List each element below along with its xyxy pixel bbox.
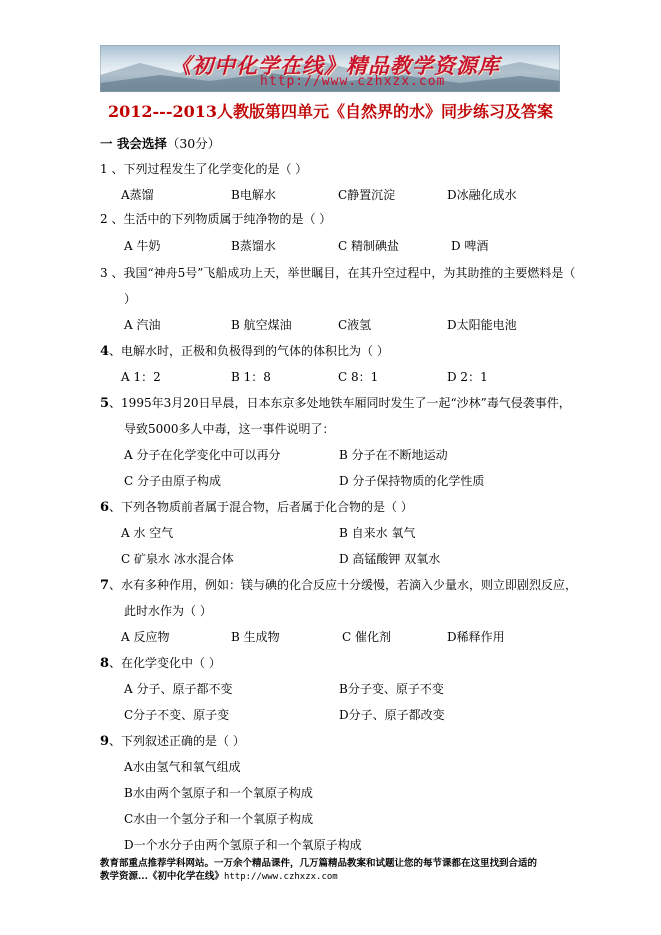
option-a: A水由氢气和氧气组成 (124, 760, 241, 774)
question-4 (100, 342, 389, 359)
option-d: D分子、原子都改变 (339, 708, 445, 722)
option-c: C 分子由原子构成 (124, 474, 221, 488)
question-5-continued: 导致5000多人中毒，这一事件说明了： (124, 422, 335, 436)
question-number: 9 (100, 734, 110, 749)
document-title: 2012---2013人教版第四单元《自然界的水》同步练习及答案 (108, 102, 553, 121)
question-2: 2 、生活中的下列物质属于纯净物的是（ ） (100, 212, 332, 226)
option-a: A 水 空气 (121, 526, 174, 540)
option-d: D太阳能电池 (447, 318, 517, 332)
section-label: 一 我会选择 (100, 136, 167, 151)
option-d: D 啤酒 (451, 239, 489, 253)
option-c: C 催化剂 (342, 630, 391, 644)
question-8 (100, 654, 221, 671)
option-b: B 分子在不断地运动 (339, 448, 448, 462)
option-a: A 反应物 (121, 630, 170, 644)
option-b: B分子变、原子不变 (339, 682, 444, 696)
option-d: D冰融化成水 (447, 188, 517, 202)
option-b: B 自来水 氧气 (339, 526, 416, 540)
option-c: C静置沉淀 (338, 188, 396, 202)
option-c: C液氢 (338, 318, 372, 332)
option-b: B水由两个氢原子和一个氧原子构成 (124, 786, 313, 800)
option-c: C 8：1 (338, 370, 379, 384)
option-c: C 矿泉水 冰水混合体 (121, 552, 234, 566)
option-d: D稀释作用 (447, 630, 505, 644)
option-d: D一个水分子由两个氢原子和一个氧原子构成 (124, 838, 362, 852)
question-3-continued: ） (124, 292, 137, 306)
page-footer (100, 857, 570, 884)
question-number: 8 (100, 656, 110, 671)
option-d: D 分子保持物质的化学性质 (339, 474, 485, 488)
question-6 (100, 498, 413, 515)
option-b: B电解水 (231, 188, 276, 202)
question-3: 3 、我国“神舟5号”飞船成功上天，举世瞩目，在其升空过程中，为其助推的主要燃料是（ (100, 266, 576, 280)
option-b: B蒸馏水 (231, 239, 276, 253)
question-1: 1 、下列过程发生了化学变化的是（ ） (100, 162, 308, 176)
question-number: 4 (100, 344, 110, 359)
option-a: A 分子在化学变化中可以再分 (124, 448, 281, 462)
question-text: 、下列叙述正确的是（ ） (109, 734, 245, 748)
question-5 (100, 394, 571, 411)
option-c: C水由一个氢分子和一个氧原子构成 (124, 812, 314, 826)
footer-text: 教学资源...《初中化学在线》 (100, 871, 224, 882)
option-a: A 分子、原子都不变 (124, 682, 233, 696)
question-text: 、电解水时，正极和负极得到的气体的体积比为（ ） (109, 344, 389, 358)
option-b: B 航空煤油 (231, 318, 292, 332)
footer-line-2 (100, 870, 570, 884)
question-text: 、在化学变化中（ ） (109, 656, 221, 670)
option-a: A 牛奶 (124, 239, 161, 253)
question-9 (100, 732, 245, 749)
option-d: D 2：1 (447, 370, 488, 384)
option-c: C 精制碘盐 (338, 239, 399, 253)
option-a: A 1：2 (121, 370, 161, 384)
banner-title: 《初中化学在线》精品教学资源库 (170, 53, 500, 78)
option-c: C分子不变、原子变 (124, 708, 230, 722)
section-score: （30分） (166, 136, 221, 151)
option-a: A蒸馏 (121, 188, 154, 202)
question-text: 、1995年3月20日早晨，日本东京多处地铁车厢同时发生了一起“沙林”毒气侵袭事件， (109, 396, 571, 410)
option-a: A 汽油 (124, 318, 161, 332)
option-b: B 1：8 (231, 370, 271, 384)
banner-url[interactable]: http://www.czhxzx.com (260, 74, 446, 89)
footer-url[interactable]: http://www.czhxzx.com (223, 872, 338, 882)
question-number: 6 (100, 500, 110, 515)
question-number: 5 (100, 396, 110, 411)
option-d: D 高锰酸钾 双氧水 (339, 552, 441, 566)
section-heading (100, 134, 220, 152)
question-number: 7 (100, 578, 110, 593)
question-7 (100, 576, 577, 593)
question-text: 、下列各物质前者属于混合物，后者属于化合物的是（ ） (109, 500, 413, 514)
footer-line-1: 教育部重点推荐学科网站。一万余个精品课件，几万篇精品教案和试题让您的每节课都在这里找到合适的 (100, 858, 538, 869)
question-7-continued: 此时水作为（ ） (124, 604, 212, 618)
option-b: B 生成物 (231, 630, 280, 644)
question-text: 、水有多种作用，例如：镁与碘的化合反应十分缓慢，若滴入少量水，则立即剧烈反应， (109, 578, 578, 592)
header-banner (100, 45, 560, 92)
